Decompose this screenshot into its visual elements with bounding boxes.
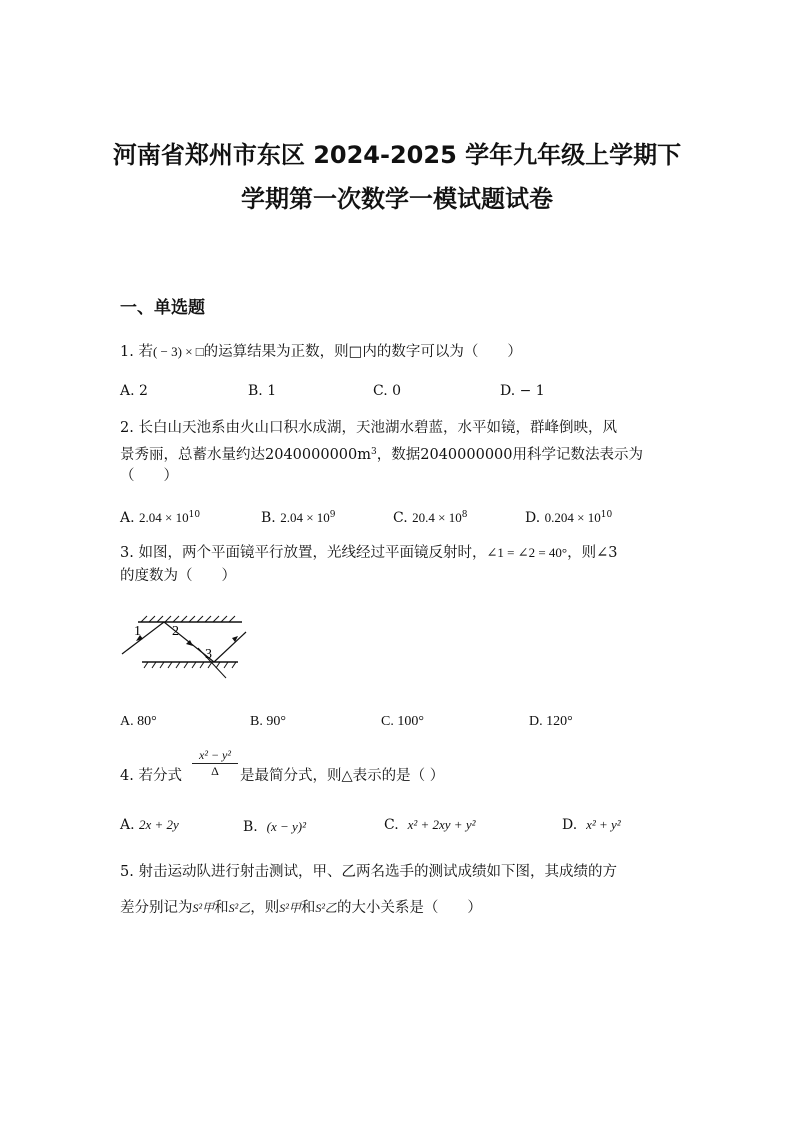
question-2-option-a: A. $2.04 \times 10^{10}$ xyxy=(120,510,201,526)
question-3-option-b: B. 90° xyxy=(250,714,286,729)
variance-s-yi-2: S²乙 xyxy=(315,901,337,915)
question-2-line-2: 景秀丽，总蓄水量约达$2040000000m^3$，数据2040000000用科学记数法表示为 xyxy=(120,447,644,463)
figure-label-angle-3: 3 xyxy=(205,647,212,662)
document-title-line-2: 学期第一次数学一模试题试卷 xyxy=(241,185,553,213)
question-4-stem-a: 4. 若分式 xyxy=(120,768,182,784)
question-2-option-b: B. $2.04 \times 10^9$ xyxy=(261,510,336,526)
fraction-denominator: Δ xyxy=(211,764,219,778)
question-3-option-a: A. 80° xyxy=(120,714,157,729)
question-1-option-d: D. − 1 xyxy=(500,383,545,399)
figure-label-angle-1: 1 xyxy=(134,624,141,639)
question-3-line-2: 的度数为（ ） xyxy=(120,568,236,584)
question-2-line-3: （ ） xyxy=(120,468,178,484)
question-2-line-1: 2. 长白山天池系由火山口积水成湖，天池湖水碧蓝，水平如镜，群峰倒映，风 xyxy=(120,420,617,436)
question-2-option-c: C. $20.4 \times 10^8$ xyxy=(393,510,468,526)
variance-s-yi: S²乙 xyxy=(228,901,251,915)
question-5-line-2: 差分别记为S²甲和S²乙，则S²甲和S²乙的大小关系是（ ） xyxy=(120,900,482,916)
question-3-line-1: 3. 如图，两个平面镜平行放置，光线经过平面镜反射时，∠1 = ∠2 = 40°，则∠3 xyxy=(120,545,618,561)
figure-label-angle-2: 2 xyxy=(172,624,179,639)
variance-s-jia-2: S²甲 xyxy=(279,901,301,915)
question-1-option-b: B. 1 xyxy=(248,383,277,399)
question-4-fraction xyxy=(192,748,238,778)
question-1-option-c: C. 0 xyxy=(373,383,402,399)
question-3-option-c: C. 100° xyxy=(381,714,424,729)
question-1-expression: ( − 3) × □ xyxy=(152,344,204,359)
question-4-option-a: A. 2x + 2y xyxy=(120,817,179,833)
question-1-stem: 1. 若( − 3) × □的运算结果为正数，则□内的数字可以为（ ） xyxy=(120,344,522,360)
question-4-option-b: B. (x − y)² xyxy=(243,819,307,835)
question-2-option-d: D. $0.204 \times 10^{10}$ xyxy=(525,510,613,526)
fraction-numerator: x² − y² xyxy=(192,748,238,764)
section-heading: 一、单选题 xyxy=(120,298,205,318)
question-4-stem-b: 是最简分式，则△表示的是（ ） xyxy=(240,768,445,784)
parallel-mirrors-figure xyxy=(118,612,250,684)
question-1-option-a: A. 2 xyxy=(120,383,148,399)
question-5-line-1: 5. 射击运动队进行射击测试，甲、乙两名选手的测试成绩如下图，其成绩的方 xyxy=(120,864,617,880)
document-title-line-1: 河南省郑州市东区 2024-2025 学年九年级上学期下 xyxy=(112,141,682,169)
question-3-option-d: D. 120° xyxy=(529,714,573,729)
variance-s-jia: S²甲 xyxy=(192,901,215,915)
question-4-option-d: D. x² + y² xyxy=(562,817,621,833)
question-4-option-c: C. x² + 2xy + y² xyxy=(384,817,476,833)
question-3-angle-expression: ∠1 = ∠2 = 40° xyxy=(486,545,568,560)
